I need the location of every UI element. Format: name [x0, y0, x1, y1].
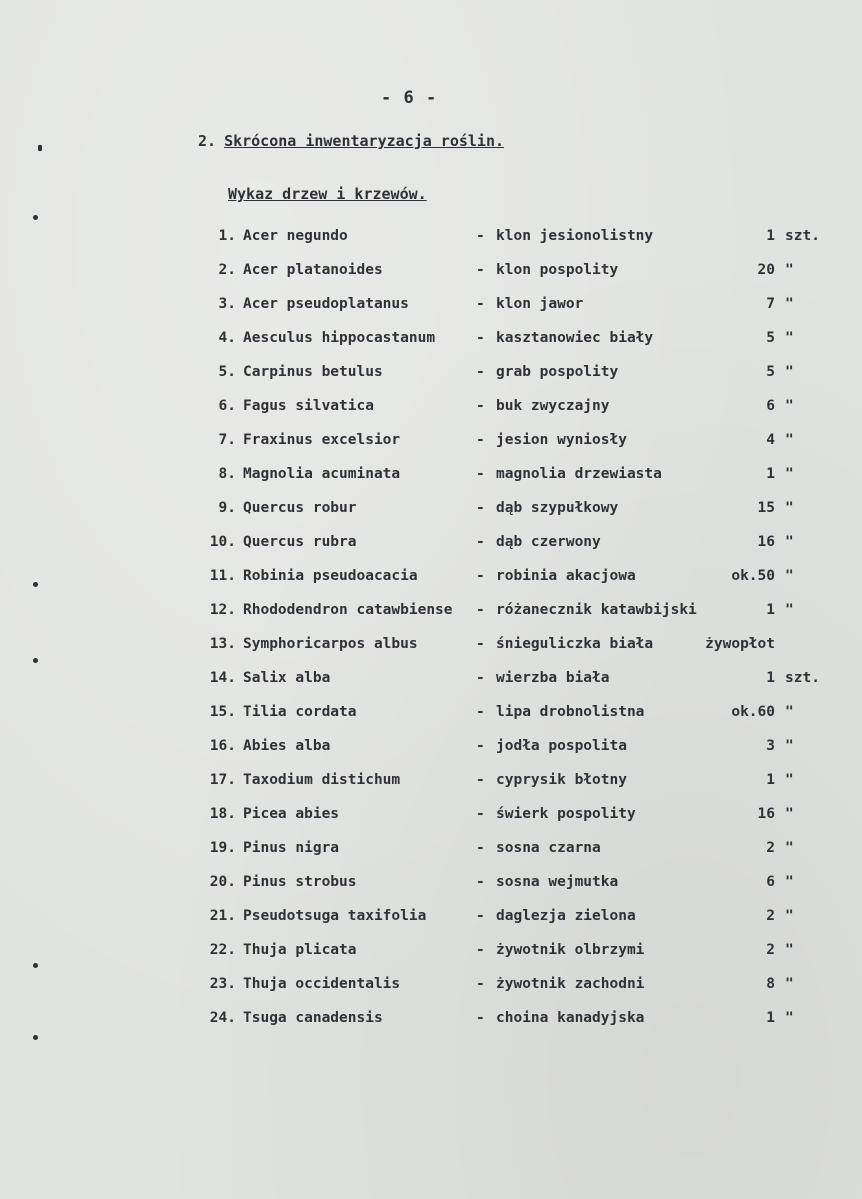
dash-separator: -	[476, 602, 485, 618]
plant-polish-name: sosna czarna	[496, 840, 601, 856]
plant-number: 14.	[209, 670, 236, 686]
plant-unit: "	[785, 500, 794, 516]
plant-unit: "	[785, 806, 794, 822]
plant-unit: "	[785, 432, 794, 448]
plant-polish-name: jesion wyniosły	[496, 432, 627, 448]
dash-separator: -	[476, 534, 485, 550]
dash-separator: -	[476, 806, 485, 822]
plant-number: 16.	[209, 738, 236, 754]
plant-number: 5.	[218, 364, 236, 380]
plant-number: 1.	[218, 228, 236, 244]
plant-unit: "	[785, 602, 794, 618]
plant-number: 15.	[209, 704, 236, 720]
dash-separator: -	[476, 908, 485, 924]
plant-unit: "	[785, 704, 794, 720]
plant-unit: "	[785, 568, 794, 584]
plant-number: 9.	[218, 500, 236, 516]
plant-latin-name: Symphoricarpos albus	[243, 636, 418, 652]
section-title-text: Skrócona inwentaryzacja roślin.	[224, 132, 505, 150]
plant-row	[0, 466, 862, 500]
plant-row	[0, 704, 862, 738]
plant-polish-name: daglezja zielona	[496, 908, 636, 924]
plant-polish-name: klon jawor	[496, 296, 584, 312]
plant-quantity: 1	[766, 772, 775, 788]
plant-row	[0, 874, 862, 908]
plant-latin-name: Fraxinus excelsior	[243, 432, 401, 448]
plant-row	[0, 976, 862, 1010]
plant-row	[0, 602, 862, 636]
plant-latin-name: Tsuga canadensis	[243, 1010, 383, 1026]
plant-unit: "	[785, 534, 794, 550]
plant-row	[0, 398, 862, 432]
plant-latin-name: Taxodium distichum	[243, 772, 401, 788]
plant-number: 23.	[209, 976, 236, 992]
plant-row	[0, 942, 862, 976]
plant-latin-name: Robinia pseudoacacia	[243, 568, 418, 584]
plant-number: 3.	[218, 296, 236, 312]
dash-separator: -	[476, 976, 485, 992]
plant-polish-name: dąb czerwony	[496, 534, 601, 550]
plant-polish-name: świerk pospolity	[496, 806, 636, 822]
plant-unit: "	[785, 738, 794, 754]
plant-latin-name: Aesculus hippocastanum	[243, 330, 436, 346]
margin-punch-mark	[33, 215, 38, 220]
plant-row	[0, 330, 862, 364]
plant-quantity: 1	[766, 466, 775, 482]
plant-row	[0, 1010, 862, 1044]
plant-polish-name: kasztanowiec biały	[496, 330, 654, 346]
section-number: 2.	[198, 132, 217, 150]
plant-latin-name: Pseudotsuga taxifolia	[243, 908, 427, 924]
plant-polish-name: śnieguliczka biała	[496, 636, 654, 652]
dash-separator: -	[476, 466, 485, 482]
plant-polish-name: klon jesionolistny	[496, 228, 654, 244]
plant-quantity: żywopłot	[705, 636, 775, 652]
list-subtitle: Wykaz drzew i krzewów.	[228, 185, 427, 203]
plant-quantity: ok.60	[731, 704, 775, 720]
plant-number: 24.	[209, 1010, 236, 1026]
dash-separator: -	[476, 330, 485, 346]
dash-separator: -	[476, 942, 485, 958]
plant-number: 11.	[209, 568, 236, 584]
plant-unit: "	[785, 330, 794, 346]
dash-separator: -	[476, 432, 485, 448]
plant-latin-name: Acer pseudoplatanus	[243, 296, 409, 312]
plant-row	[0, 296, 862, 330]
plant-quantity: 2	[766, 942, 775, 958]
margin-punch-mark	[33, 963, 38, 968]
plant-latin-name: Magnolia acuminata	[243, 466, 401, 482]
plant-unit: "	[785, 772, 794, 788]
margin-punch-mark	[33, 658, 38, 663]
plant-unit: "	[785, 466, 794, 482]
plant-quantity: 5	[766, 330, 775, 346]
margin-punch-mark	[38, 145, 42, 151]
plant-latin-name: Quercus rubra	[243, 534, 357, 550]
plant-unit: "	[785, 296, 794, 312]
dash-separator: -	[476, 636, 485, 652]
plant-quantity: 2	[766, 908, 775, 924]
plant-quantity: 3	[766, 738, 775, 754]
plant-number: 2.	[218, 262, 236, 278]
plant-polish-name: klon pospolity	[496, 262, 619, 278]
plant-unit: szt.	[785, 228, 820, 244]
plant-latin-name: Salix alba	[243, 670, 331, 686]
plant-polish-name: choina kanadyjska	[496, 1010, 645, 1026]
plant-quantity: 8	[766, 976, 775, 992]
plant-row	[0, 840, 862, 874]
plant-unit: "	[785, 976, 794, 992]
plant-quantity: 1	[766, 228, 775, 244]
plant-quantity: 1	[766, 1010, 775, 1026]
plant-number: 4.	[218, 330, 236, 346]
plant-number: 8.	[218, 466, 236, 482]
plant-row	[0, 568, 862, 602]
plant-latin-name: Acer platanoides	[243, 262, 383, 278]
plant-row	[0, 670, 862, 704]
dash-separator: -	[476, 772, 485, 788]
plant-row	[0, 534, 862, 568]
plant-polish-name: różanecznik katawbijski	[496, 602, 697, 618]
plant-latin-name: Pinus nigra	[243, 840, 340, 856]
plant-number: 13.	[209, 636, 236, 652]
dash-separator: -	[476, 1010, 485, 1026]
plant-row	[0, 908, 862, 942]
plant-row	[0, 228, 862, 262]
plant-number: 18.	[209, 806, 236, 822]
dash-separator: -	[476, 738, 485, 754]
plant-unit: "	[785, 1010, 794, 1026]
section-title	[198, 132, 504, 150]
dash-separator: -	[476, 500, 485, 516]
dash-separator: -	[476, 704, 485, 720]
page-number: - 6 -	[381, 88, 438, 108]
plant-number: 20.	[209, 874, 236, 890]
plant-number: 17.	[209, 772, 236, 788]
plant-number: 19.	[209, 840, 236, 856]
plant-row	[0, 432, 862, 466]
plant-quantity: 7	[766, 296, 775, 312]
plant-quantity: 16	[757, 806, 775, 822]
plant-latin-name: Rhododendron catawbiense	[243, 602, 453, 618]
plant-quantity: 16	[757, 534, 775, 550]
plant-polish-name: żywotnik olbrzymi	[496, 942, 645, 958]
plant-unit: "	[785, 398, 794, 414]
plant-number: 22.	[209, 942, 236, 958]
plant-row	[0, 738, 862, 772]
plant-quantity: 4	[766, 432, 775, 448]
plant-quantity: 20	[757, 262, 775, 278]
plant-list	[0, 228, 862, 1044]
plant-number: 6.	[218, 398, 236, 414]
dash-separator: -	[476, 262, 485, 278]
dash-separator: -	[476, 568, 485, 584]
dash-separator: -	[476, 364, 485, 380]
plant-polish-name: robinia akacjowa	[496, 568, 636, 584]
plant-latin-name: Thuja occidentalis	[243, 976, 401, 992]
plant-row	[0, 772, 862, 806]
dash-separator: -	[476, 874, 485, 890]
plant-row	[0, 500, 862, 534]
plant-polish-name: żywotnik zachodni	[496, 976, 645, 992]
plant-quantity: 15	[757, 500, 775, 516]
plant-polish-name: buk zwyczajny	[496, 398, 610, 414]
plant-polish-name: grab pospolity	[496, 364, 619, 380]
plant-quantity: 6	[766, 398, 775, 414]
plant-unit: szt.	[785, 670, 820, 686]
plant-polish-name: sosna wejmutka	[496, 874, 619, 890]
plant-quantity: 5	[766, 364, 775, 380]
plant-latin-name: Quercus robur	[243, 500, 357, 516]
plant-unit: "	[785, 840, 794, 856]
plant-polish-name: dąb szypułkowy	[496, 500, 619, 516]
plant-latin-name: Tilia cordata	[243, 704, 357, 720]
plant-number: 7.	[218, 432, 236, 448]
dash-separator: -	[476, 296, 485, 312]
plant-quantity: 1	[766, 670, 775, 686]
plant-quantity: ok.50	[731, 568, 775, 584]
plant-number: 12.	[209, 602, 236, 618]
plant-number: 10.	[209, 534, 236, 550]
dash-separator: -	[476, 840, 485, 856]
plant-number: 21.	[209, 908, 236, 924]
plant-latin-name: Picea abies	[243, 806, 340, 822]
margin-punch-mark	[33, 582, 38, 587]
plant-latin-name: Carpinus betulus	[243, 364, 383, 380]
plant-polish-name: cyprysik błotny	[496, 772, 627, 788]
plant-polish-name: wierzba biała	[496, 670, 610, 686]
plant-latin-name: Abies alba	[243, 738, 331, 754]
plant-row	[0, 806, 862, 840]
plant-polish-name: jodła pospolita	[496, 738, 627, 754]
margin-punch-mark	[33, 1035, 38, 1040]
plant-unit: "	[785, 908, 794, 924]
plant-unit: "	[785, 874, 794, 890]
plant-quantity: 1	[766, 602, 775, 618]
plant-latin-name: Acer negundo	[243, 228, 348, 244]
plant-row	[0, 636, 862, 670]
plant-latin-name: Fagus silvatica	[243, 398, 374, 414]
plant-unit: "	[785, 364, 794, 380]
dash-separator: -	[476, 228, 485, 244]
plant-latin-name: Pinus strobus	[243, 874, 357, 890]
plant-unit: "	[785, 262, 794, 278]
plant-quantity: 6	[766, 874, 775, 890]
plant-polish-name: magnolia drzewiasta	[496, 466, 662, 482]
plant-latin-name: Thuja plicata	[243, 942, 357, 958]
plant-polish-name: lipa drobnolistna	[496, 704, 645, 720]
plant-unit: "	[785, 942, 794, 958]
plant-quantity: 2	[766, 840, 775, 856]
plant-row	[0, 262, 862, 296]
plant-row	[0, 364, 862, 398]
dash-separator: -	[476, 670, 485, 686]
dash-separator: -	[476, 398, 485, 414]
